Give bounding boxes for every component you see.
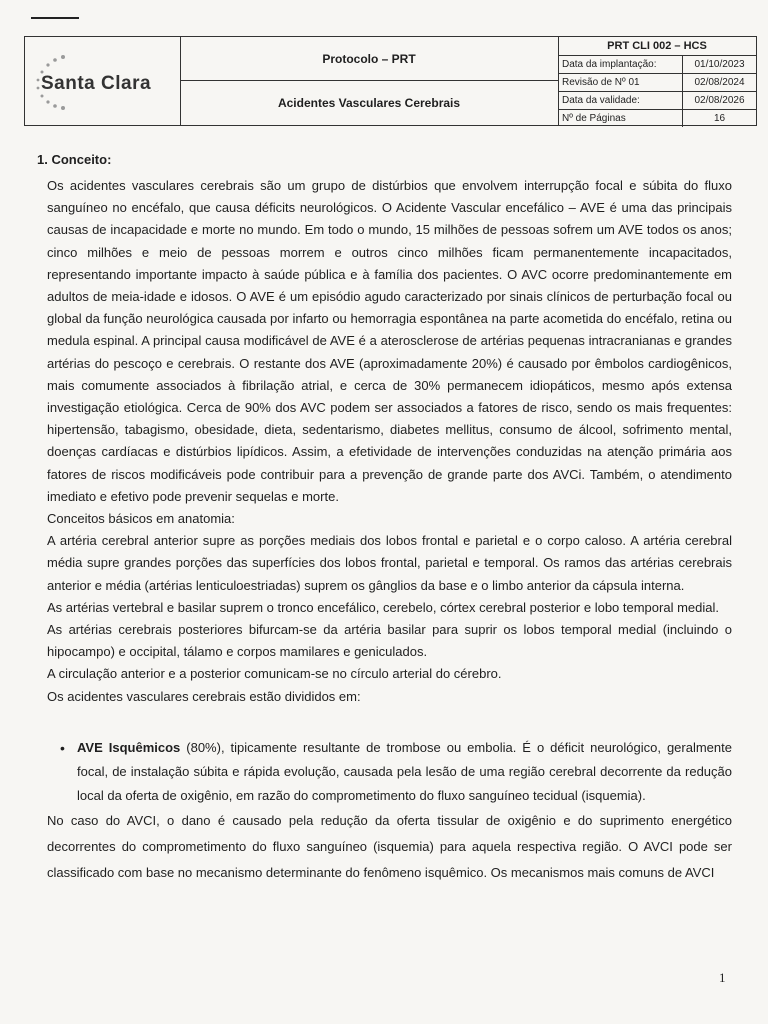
section-number: 1. [37, 152, 48, 167]
meta-key: Data da validade: [558, 92, 683, 109]
spacer [47, 708, 732, 736]
section-title: Conceito: [51, 152, 112, 167]
paragraph-avci: No caso do AVCI, o dano é causado pela redução da oferta tissular de oxigênio e do suprimento energético decorrentes do comprometimento do fluxo sanguíneo (isquemia) para aquela respectiva região. O AVCI pode ser classificado com base no mecanismo determinante do fenômeno isquêmico. Os mecanismos mais comuns de AVCI [47, 812, 732, 880]
document-body [47, 175, 732, 886]
top-rule [31, 17, 79, 19]
protocol-label: Protocolo – PRT [180, 37, 558, 81]
title-cell [180, 37, 559, 125]
meta-value: 16 [713, 113, 726, 124]
paragraph-concept: Os acidentes vasculares cerebrais são um grupo de distúrbios que envolvem interrupção focal e súbita do fluxo sanguíneo no encéfalo, que causa déficits neurológicos. O Acidente Vascular encefálico – AVE é uma das principais causas de incapacidade e morte no mundo. Em todo o mundo, 15 milhões de pessoas sofrem um AVE todos os anos; cinco milhões e meio de pessoas morrem e outros cinco milhões ficam permanentemente incapacitados, representando importante impacto à saúde pública e à família dos pacientes. O AVC ocorre predominantemente em adultos de meia-idade e idosos. O AVE é um episódio agudo caracterizado por sinais clínicos de perturbação focal ou global da função neurológica causada por infarto ou hemorragia espontânea na parte acometida do encéfalo, retina ou medula espinal. A principal causa modificável de AVE é a aterosclerose de artérias pequenas intracranianas e grandes artérias do pescoço e cerebrais. O restante dos AVE (aproximadamente 20%) é causado por êmbolos cardiogênicos, mais comumente associados à fibrilação atrial, e cerca de 30% permanecem idiopáticos, mesmo após extensa investigação etiológica. Cerca de 90% dos AVC podem ser associados a fatores de risco, sendo os mais frequentes: hipertensão, tabagismo, obesidade, dieta, sedentarismo, diabetes mellitus, consumo de álcool, sofrimento mental, doenças cardíacas e distúrbios lipídicos. Assim, a efetividade de intervenções conduzidas na atenção primária aos fatores de riscos modificáveis pode contribuir para a prevenção de grande parte dos AVCi. Também, o atendimento imediato e efetivo pode prevenir sequelas e morte. [47, 178, 732, 504]
meta-value: 02/08/2024 [694, 77, 745, 88]
list-item-term: AVE Isquêmicos [77, 739, 181, 755]
paragraph-anatomy-vertebral: As artérias vertebral e basilar suprem o tronco encefálico, cerebelo, córtex cerebral posterior e lobo temporal medial. [47, 599, 719, 615]
paragraph-anatomy-anterior: A artéria cerebral anterior supre as porções mediais dos lobos frontal e parietal e o corpo caloso. A artéria cerebral média supre grandes porções das superfícies dos lobos frontal, parietal e temporal. Os ramos das artérias cerebrais anterior e média (artérias lenticuloestriadas) suprem os gânglios da base e o limbo anterior da cápsula interna. [47, 533, 732, 593]
document-title: Acidentes Vasculares Cerebrais [277, 96, 461, 110]
page-number: 1 [719, 970, 726, 985]
paragraph-division-intro: Os acidentes vasculares cerebrais estão divididos em: [47, 688, 361, 704]
list-item [47, 736, 732, 808]
logo-text: Santa Clara [41, 73, 152, 94]
meta-value: 01/10/2023 [694, 59, 745, 70]
paragraph-anatomy-heading: Conceitos básicos em anatomia: [47, 511, 235, 527]
meta-key: Data da implantação: [558, 56, 683, 73]
paragraph-anatomy-circulation: A circulação anterior e a posterior comunicam-se no círculo arterial do cérebro. [47, 666, 502, 682]
logo-cell [25, 37, 181, 125]
meta-row [558, 110, 756, 127]
meta-row [558, 92, 756, 110]
meta-key: Nº de Páginas [558, 110, 683, 127]
meta-cell [558, 37, 756, 125]
paragraph-anatomy-posterior: As artérias cerebrais posteriores bifurcam-se da artéria basilar para suprir os lobos temporal medial (incluindo o hipocampo) e occipital, tálamo e corpos mamilares e geniculados. [47, 622, 732, 660]
meta-value: 02/08/2026 [694, 95, 745, 106]
meta-key: Revisão de Nº 01 [558, 74, 683, 91]
document-code: PRT CLI 002 – HCS [558, 37, 756, 56]
stroke-types-list [47, 736, 732, 808]
document-header-table [24, 36, 757, 126]
list-item-text: (80%), tipicamente resultante de trombose ou embolia. É o déficit neurológico, geralmente focal, de instalação súbita e rápida evolução, causada pela lesão de uma região cerebral decorrente da redução local da oferta de oxigênio, em razão do comprometimento do fluxo sanguíneo tecidual (isquemia). [77, 739, 732, 803]
section-heading [37, 152, 111, 167]
meta-row [558, 74, 756, 92]
meta-row [558, 56, 756, 74]
